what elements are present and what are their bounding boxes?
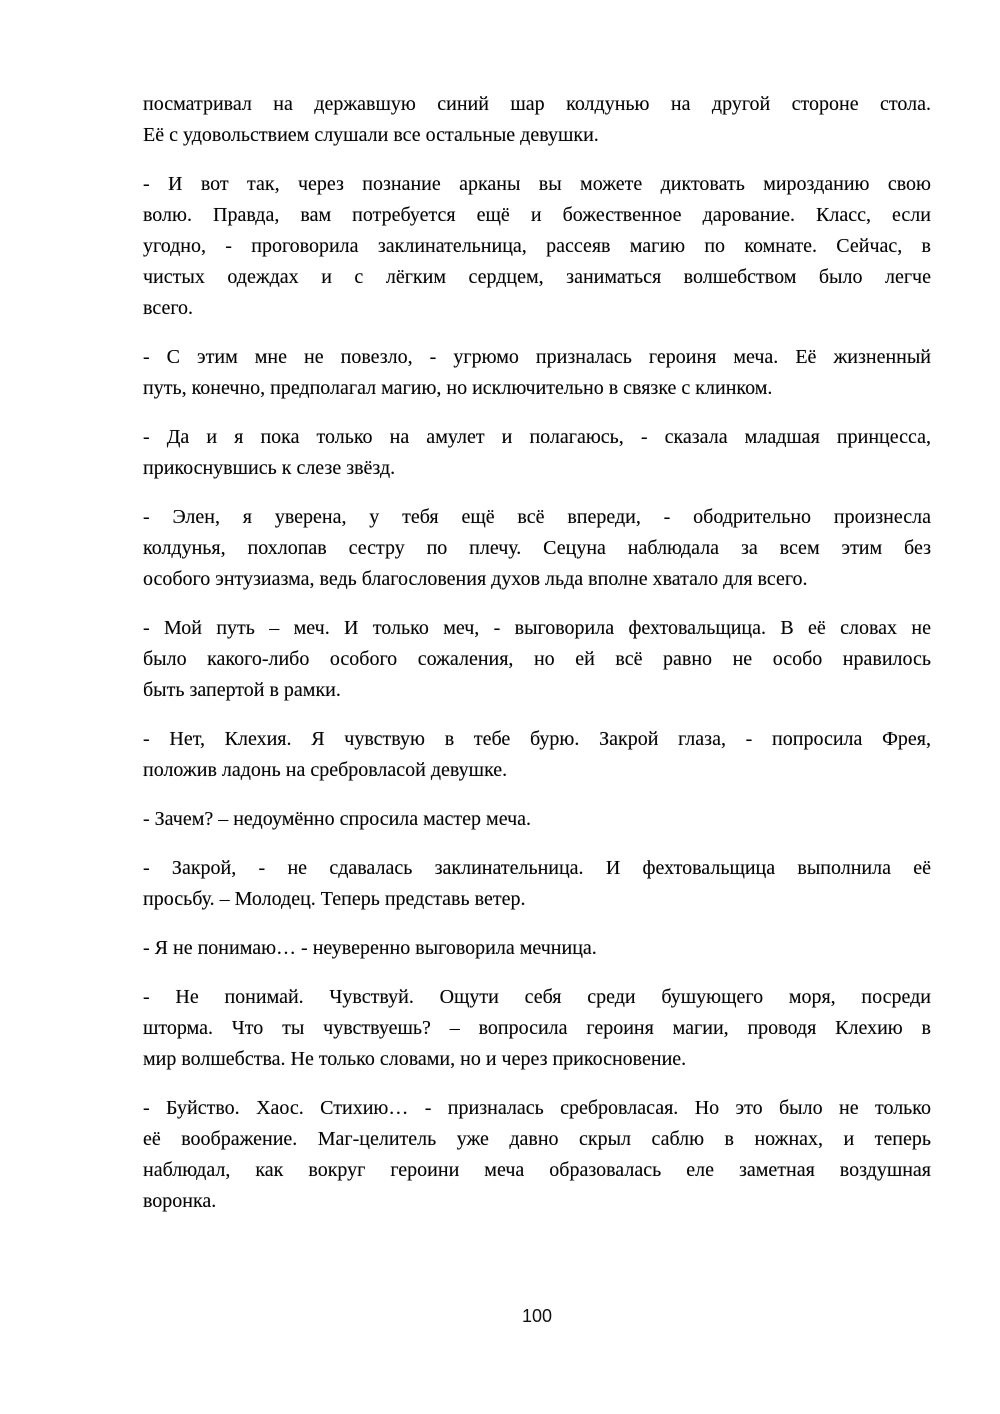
text-line: быть запертой в рамки. <box>143 679 341 701</box>
text-line: особого энтузиазма, ведь благословения духов льда вполне хватало для всего. <box>143 568 808 590</box>
paragraph-2 <box>143 169 931 324</box>
paragraph-7 <box>143 724 931 786</box>
paragraph-6 <box>143 613 931 706</box>
text-line: её воображение. Маг-целитель уже давно скрыл саблю в ножнах, и теперь <box>143 1128 931 1150</box>
text-line: всего. <box>143 297 194 319</box>
paragraph-4 <box>143 422 931 484</box>
text-line: колдунья, похлопав сестру по плечу. Сецуна наблюдала за всем этим без <box>143 537 931 559</box>
paragraph-12 <box>143 1093 931 1217</box>
paragraph-1 <box>143 89 931 151</box>
text-line: - Не понимай. Чувствуй. Ощути себя среди бушующего моря, посреди <box>143 986 931 1008</box>
text-line: волю. Правда, вам потребуется ещё и божественное дарование. Класс, если <box>143 204 931 226</box>
text-block <box>143 89 931 1235</box>
text-line: Её с удовольствием слушали все остальные девушки. <box>143 124 599 146</box>
paragraph-8 <box>143 804 931 835</box>
text-line: - Да и я пока только на амулет и полагаюсь, - сказала младшая принцесса, <box>143 426 931 448</box>
text-line: - Нет, Клехия. Я чувствую в тебе бурю. Закрой глаза, - попросила Фрея, <box>143 728 931 750</box>
text-line: - С этим мне не повезло, - угрюмо призналась героиня меча. Её жизненный <box>143 346 931 368</box>
text-line: - Мой путь – меч. И только меч, - выговорила фехтовальщица. В её словах не <box>143 617 931 639</box>
text-line: - Я не понимаю… - неуверенно выговорила мечница. <box>143 937 597 959</box>
text-line: - Зачем? – недоумённо спросила мастер меча. <box>143 808 532 830</box>
text-line: мир волшебства. Не только словами, но и через прикосновение. <box>143 1048 687 1070</box>
text-line: было какого-либо особого сожаления, но ей всё равно не особо нравилось <box>143 648 931 670</box>
text-line: угодно, - проговорила заклинательница, рассеяв магию по комнате. Сейчас, в <box>143 235 931 257</box>
text-line: - Элен, я уверена, у тебя ещё всё впереди, - ободрительно произнесла <box>143 506 931 528</box>
text-line: положив ладонь на сребровласой девушке. <box>143 759 508 781</box>
text-line: прикоснувшись к слезе звёзд. <box>143 457 396 479</box>
page-number: 100 <box>521 1306 553 1326</box>
text-line: шторма. Что ты чувствуешь? – вопросила героиня магии, проводя Клехию в <box>143 1017 931 1039</box>
text-line: - Буйство. Хаос. Стихию… - призналась сребровласая. Но это было не только <box>143 1097 931 1119</box>
paragraph-5 <box>143 502 931 595</box>
paragraph-3 <box>143 342 931 404</box>
text-line: наблюдал, как вокруг героини меча образовалась еле заметная воздушная <box>143 1159 931 1181</box>
text-line: путь, конечно, предполагал магию, но исключительно в связке с клинком. <box>143 377 773 399</box>
text-line: посматривал на державшую синий шар колдунью на другой стороне стола. <box>143 93 931 115</box>
paragraph-9 <box>143 853 931 915</box>
text-line: - И вот так, через познание арканы вы можете диктовать мирозданию свою <box>143 173 931 195</box>
paragraph-11 <box>143 982 931 1075</box>
text-line: просьбу. – Молодец. Теперь представь ветер. <box>143 888 526 910</box>
paragraph-10 <box>143 933 931 964</box>
text-line: воронка. <box>143 1190 217 1212</box>
text-line: - Закрой, - не сдавалась заклинательница. И фехтовальщица выполнила её <box>143 857 931 879</box>
text-line: чистых одеждах и с лёгким сердцем, заниматься волшебством было легче <box>143 266 931 288</box>
